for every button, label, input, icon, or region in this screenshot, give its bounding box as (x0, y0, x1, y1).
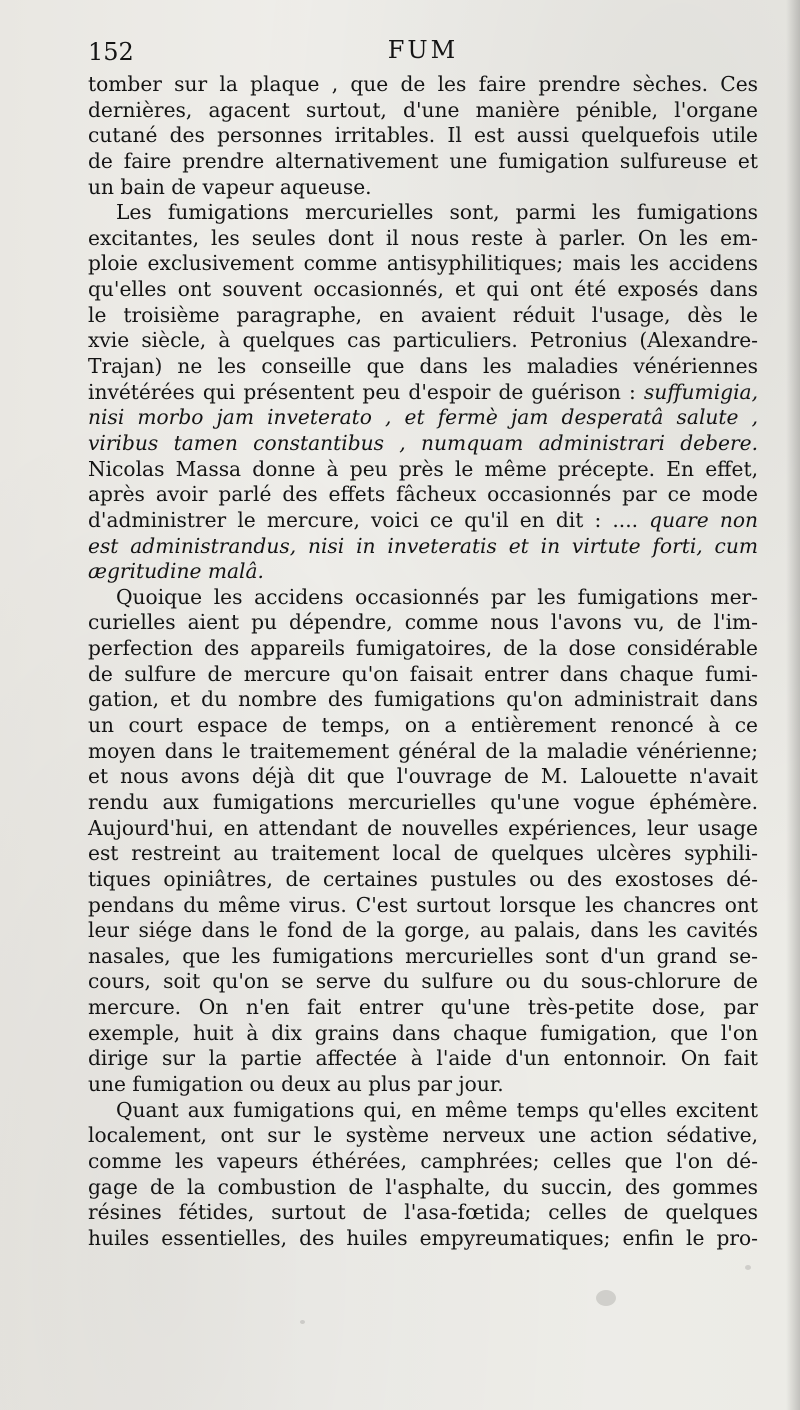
line-text: Aujourd'hui, en attendant de nouvelles expériences, leur usage (88, 815, 758, 840)
text-line (88, 251, 758, 277)
line-text: Les fumigations mercurielles sont, parmi les fumigations (116, 200, 758, 225)
line-text: localement, ont sur le système nerveux une action sédative, (88, 1123, 758, 1148)
text-line (88, 739, 758, 765)
line-text: comme les vapeurs éthérées, camphrées; celles que l'on dé- (88, 1148, 758, 1173)
text-line (88, 893, 758, 919)
text-line (88, 713, 758, 739)
paper-stain (745, 1265, 751, 1270)
text-line (88, 431, 758, 457)
line-text: Trajan) ne les conseille que dans les maladies vénériennes (88, 354, 758, 379)
text-line (88, 841, 758, 867)
text-line (88, 662, 758, 688)
line-text: huiles essentielles, des huiles empyreumatiques; enfin le pro- (88, 1225, 758, 1250)
text-line (88, 559, 758, 585)
line-italic: viribus tamen constantibus , numquam administrari debere. (88, 430, 758, 455)
text-line (88, 636, 758, 662)
text-line (88, 457, 758, 483)
text-line (88, 585, 758, 611)
line-text: invétérées qui présentent peu d'espoir de guérison : (88, 379, 636, 404)
line-text: perfection des appareils fumigatoires, de la dose considérable (88, 636, 758, 661)
line-text: dirige sur la partie affectée à l'aide d'un entonnoir. On fait (88, 1046, 758, 1071)
text-line (88, 790, 758, 816)
text-line (88, 149, 758, 175)
line-text: gation, et du nombre des fumigations qu'on administrait dans (88, 687, 758, 712)
text-line (88, 764, 758, 790)
text-line (88, 72, 758, 98)
text-line (88, 175, 758, 201)
line-text: pendans du même virus. C'est surtout lorsque les chancres ont (88, 892, 758, 917)
text-line (88, 816, 758, 842)
text-line (88, 1200, 758, 1226)
line-text: ploie exclusivement comme antisyphilitiques; mais les accidens (88, 251, 758, 276)
text-line (88, 610, 758, 636)
text-line (88, 1149, 758, 1175)
text-line (88, 328, 758, 354)
line-text: exemple, huit à dix grains dans chaque fumigation, que l'on (88, 1020, 758, 1045)
line-text: d'administrer le mercure, voici ce qu'il en dit : .... (88, 507, 639, 532)
line-italic: est administrandus, nisi in inveteratis et in virtute forti, cum (88, 533, 758, 558)
text-line (88, 1046, 758, 1072)
text-line (88, 1175, 758, 1201)
line-text: de faire prendre alternativement une fumigation sulfureuse et (88, 148, 758, 173)
body-text (88, 72, 758, 1251)
line-text: de sulfure de mercure qu'on faisait entrer dans chaque fumi- (88, 661, 758, 686)
line-text: qu'elles ont souvent occasionnés, et qui ont été exposés dans (88, 277, 758, 302)
line-text: cutané des personnes irritables. Il est aussi quelquefois utile (88, 123, 758, 148)
line-text: nasales, que les fumigations mercurielles sont d'un grand se- (88, 943, 758, 968)
line-text: Quoique les accidens occasionnés par les fumigations mer- (116, 584, 758, 609)
page-number: 152 (88, 38, 134, 66)
text-line (88, 277, 758, 303)
text-line (88, 508, 758, 534)
line-italic-tail: quare non (649, 507, 758, 532)
text-line (88, 1021, 758, 1047)
text-line (88, 687, 758, 713)
text-line (88, 995, 758, 1021)
text-line (88, 123, 758, 149)
paper-stain (300, 1320, 305, 1324)
line-text: tiques opiniâtres, de certaines pustules ou des exostoses dé- (88, 866, 758, 891)
line-italic: ægritudine malâ. (88, 559, 264, 584)
text-line (88, 1123, 758, 1149)
text-line (88, 226, 758, 252)
text-line (88, 98, 758, 124)
line-text: curielles aient pu dépendre, comme nous l'avons vu, de l'im- (88, 610, 758, 635)
text-line (88, 380, 758, 406)
text-line (88, 1098, 758, 1124)
text-line (88, 944, 758, 970)
page-header (88, 34, 758, 68)
text-line (88, 969, 758, 995)
line-text: mercure. On n'en fait entrer qu'une très-petite dose, par (88, 995, 758, 1020)
line-italic-tail: suffumigia, (643, 379, 758, 404)
line-text: gage de la combustion de l'asphalte, du succin, des gommes (88, 1174, 758, 1199)
line-text: rendu aux fumigations mercurielles qu'une vogue éphémère. (88, 789, 758, 814)
line-text: est restreint au traitement local de quelques ulcères syphili- (88, 841, 758, 866)
text-line (88, 482, 758, 508)
text-line (88, 354, 758, 380)
line-text: et nous avons déjà dit que l'ouvrage de M. Lalouette n'avait (88, 764, 758, 789)
line-text: excitantes, les seules dont il nous reste à parler. On les em- (88, 225, 758, 250)
text-line (88, 534, 758, 560)
text-line (88, 303, 758, 329)
line-text: un court espace de temps, on a entièrement renoncé à ce (88, 713, 758, 738)
text-line (88, 405, 758, 431)
line-text: résines fétides, surtout de l'asa-fœtida; celles de quelques (88, 1200, 758, 1225)
text-line (88, 200, 758, 226)
text-line (88, 867, 758, 893)
line-italic: nisi morbo jam inveterato , et fermè jam desperatâ salute , (88, 405, 758, 430)
line-text: une fumigation ou deux au plus par jour. (88, 1071, 504, 1096)
line-text: leur siége dans le fond de la gorge, au palais, dans les cavités (88, 918, 758, 943)
line-text: un bain de vapeur aqueuse. (88, 174, 372, 199)
line-text: Nicolas Massa donne à peu près le même précepte. En effet, (88, 456, 758, 481)
line-text: Quant aux fumigations qui, en même temps qu'elles excitent (116, 1097, 758, 1122)
line-text: tomber sur la plaque , que de les faire prendre sèches. Ces (88, 72, 758, 96)
line-text: le troisième paragraphe, en avaient réduit l'usage, dès le (88, 302, 758, 327)
running-head: FUM (387, 36, 459, 64)
text-line (88, 1072, 758, 1098)
paper-stain (596, 1290, 616, 1306)
page-edge-shadow (786, 0, 800, 1410)
line-text: cours, soit qu'on se serve du sulfure ou du sous-chlorure de (88, 969, 758, 994)
line-text: xvie siècle, à quelques cas particuliers. Petronius (Alexandre- (88, 328, 758, 353)
line-text: moyen dans le traitemement général de la maladie vénérienne; (88, 738, 758, 763)
line-text: après avoir parlé des effets fâcheux occasionnés par ce mode (88, 482, 758, 507)
line-text: dernières, agacent surtout, d'une manière pénible, l'organe (88, 97, 758, 122)
text-line (88, 918, 758, 944)
text-line (88, 1226, 758, 1252)
